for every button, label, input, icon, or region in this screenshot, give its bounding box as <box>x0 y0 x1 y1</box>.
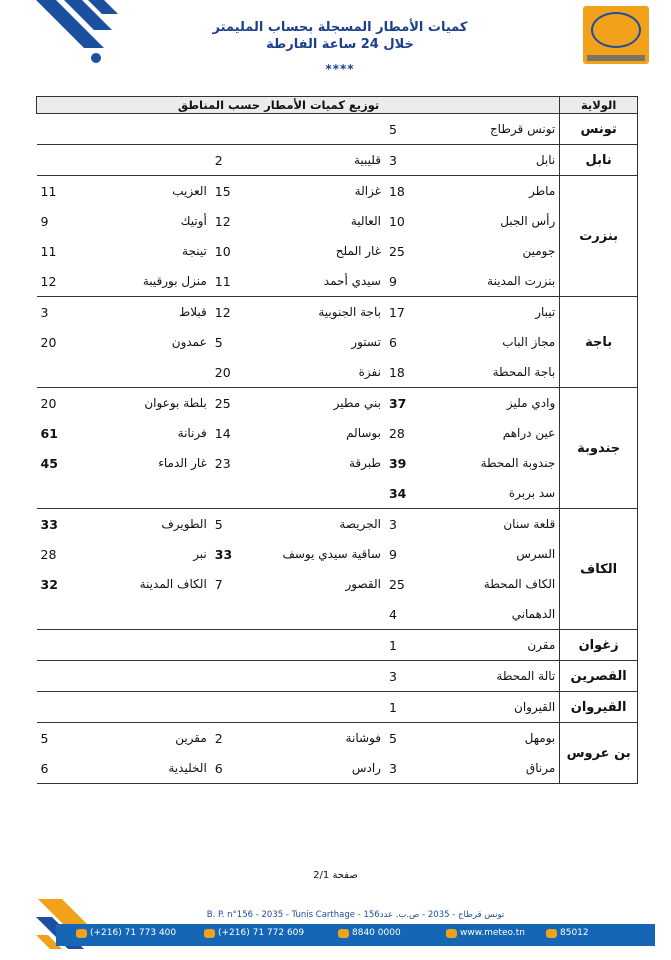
station-name: رأس الجبل <box>500 214 556 228</box>
phone-icon <box>76 929 87 938</box>
station-name: العالية <box>350 214 381 228</box>
rainfall-value: 37 <box>385 388 449 419</box>
document-title: كميات الأمطار المسجلة بحساب المليمتر <box>212 20 468 35</box>
rainfall-value <box>37 114 102 145</box>
sms-number: 85012 <box>560 928 589 938</box>
fax-icon <box>204 929 215 938</box>
rainfall-value <box>211 599 275 630</box>
table-row <box>37 692 638 723</box>
rainfall-value: 6 <box>211 753 275 784</box>
table-row <box>37 176 638 207</box>
rainfall-value: 3 <box>385 661 449 692</box>
rainfall-value: 10 <box>388 213 405 229</box>
station-name: تستور <box>351 335 381 349</box>
table-header-row <box>37 97 638 114</box>
table-row <box>37 723 638 754</box>
table-row <box>37 478 638 509</box>
station-name: غار الملح <box>335 244 381 258</box>
station-name: مرناق <box>449 753 559 784</box>
station-name: بوسالم <box>346 426 381 440</box>
station-name <box>101 114 211 145</box>
rainfall-value: 33 <box>37 509 102 540</box>
table-row <box>37 599 638 630</box>
station-name: ماطر <box>449 176 559 207</box>
station-name: مجاز الباب <box>502 335 556 349</box>
table-row <box>37 418 638 448</box>
station-name <box>101 661 211 692</box>
station-name <box>275 478 385 509</box>
region-name: الكاف <box>560 509 638 630</box>
station-name: سد بربرة <box>449 478 559 509</box>
rainfall-value: 7 <box>214 576 223 592</box>
table-row <box>37 114 638 145</box>
rainfall-value: 12 <box>37 266 102 297</box>
rainfall-value: 2 <box>211 145 275 176</box>
station-name: فوشانة <box>275 723 385 754</box>
station-name: تينجة <box>182 244 207 258</box>
station-name <box>101 478 211 509</box>
distribution-column-header: توزيع كميات الأمطار حسب المناطق <box>37 97 560 114</box>
station-name <box>275 692 385 723</box>
rainfall-value: 3 <box>385 145 449 176</box>
rainfall-value <box>211 478 275 509</box>
rainfall-value: 11 <box>40 243 57 259</box>
rainfall-value: 9 <box>385 266 449 297</box>
rainfall-value: 11 <box>37 176 102 207</box>
station-name: الخليدية <box>101 753 211 784</box>
station-name: نبر <box>193 547 207 561</box>
table-row <box>37 509 638 540</box>
rainfall-table <box>36 96 638 784</box>
decorative-stripes <box>0 0 130 70</box>
region-column-header: الولاية <box>560 97 638 114</box>
rainfall-value: 5 <box>211 509 275 540</box>
rainfall-value: 4 <box>385 599 449 630</box>
rainfall-value <box>37 145 102 176</box>
station-name: الطويرف <box>101 509 211 540</box>
station-name: العزيب <box>101 176 211 207</box>
station-name: باجة المحطة <box>449 357 559 388</box>
stars-separator: **** <box>325 62 355 76</box>
station-name: عمدون <box>171 335 207 349</box>
station-name: قلعة سنان <box>449 509 559 540</box>
station-name: الجريصة <box>275 509 385 540</box>
rainfall-value: 3 <box>385 509 449 540</box>
table-row <box>37 448 638 478</box>
station-name: أوتيك <box>180 214 207 228</box>
station-name: قليبية <box>275 145 385 176</box>
region-name: زغوان <box>560 630 638 661</box>
region-name: تونس <box>560 114 638 145</box>
rainfall-value <box>211 630 275 661</box>
station-name <box>275 114 385 145</box>
table-row <box>37 266 638 297</box>
station-name: الكاف المدينة <box>139 577 207 591</box>
station-name: غزالة <box>275 176 385 207</box>
station-name <box>275 630 385 661</box>
rainfall-value: 23 <box>214 455 231 471</box>
table-row <box>37 236 638 266</box>
fax-number: (+216) 71 772 609 <box>218 928 305 938</box>
rainfall-value <box>37 357 102 388</box>
rainfall-value <box>37 478 102 509</box>
document-subtitle: خلال 24 ساعة الفارطة <box>266 37 414 52</box>
rainfall-value: 25 <box>388 243 405 259</box>
meteo-logo <box>583 6 649 64</box>
rainfall-value: 3 <box>37 297 102 328</box>
rainfall-value: 9 <box>40 213 49 229</box>
rainfall-value: 17 <box>385 297 449 328</box>
station-name: وادي مليز <box>449 388 559 419</box>
rainfall-value <box>37 661 102 692</box>
station-name: تونس قرطاج <box>449 114 559 145</box>
web-icon <box>446 929 457 938</box>
rainfall-value: 5 <box>37 723 102 754</box>
rainfall-value: 5 <box>385 114 449 145</box>
station-name: نابل <box>449 145 559 176</box>
rainfall-value: 61 <box>40 425 58 441</box>
station-name <box>275 599 385 630</box>
rainfall-value: 34 <box>385 478 449 509</box>
rainfall-value <box>37 599 102 630</box>
rainfall-value: 15 <box>211 176 275 207</box>
rainfall-value: 10 <box>214 243 231 259</box>
station-name: قبلاط <box>101 297 211 328</box>
region-name: القيروان <box>560 692 638 723</box>
station-name: تالة المحطة <box>449 661 559 692</box>
rainfall-value <box>37 630 102 661</box>
address-line: B. P. n°156 - 2035 - Tunis Carthage - تونس قرطاج - 2035 - ص.ب. عدد156 <box>206 910 505 920</box>
station-name: بنزرت المدينة <box>449 266 559 297</box>
rainfall-value: 28 <box>40 546 57 562</box>
station-name: الدهماني <box>449 599 559 630</box>
station-name: مقرين <box>101 723 211 754</box>
region-name: بنزرت <box>560 176 638 297</box>
rainfall-value: 2 <box>211 723 275 754</box>
rainfall-value: 28 <box>388 425 405 441</box>
rainfall-value: 25 <box>211 388 275 419</box>
station-name: طبرقة <box>349 456 381 470</box>
station-name <box>101 357 211 388</box>
sms-icon <box>546 929 557 938</box>
station-name: نفزة <box>275 357 385 388</box>
rainfall-value: 12 <box>211 297 275 328</box>
rainfall-value: 5 <box>214 334 223 350</box>
station-name <box>275 661 385 692</box>
station-name: القصور <box>345 577 381 591</box>
phone-number: (+216) 71 773 400 <box>90 928 177 938</box>
rainfall-value: 6 <box>37 753 102 784</box>
rainfall-value: 45 <box>40 455 58 471</box>
rainfall-value: 5 <box>385 723 449 754</box>
station-name <box>101 630 211 661</box>
rainfall-value: 3 <box>385 753 449 784</box>
region-name: بن عروس <box>560 723 638 784</box>
station-name: مقرن <box>449 630 559 661</box>
station-name: غار الدماء <box>158 456 207 470</box>
rainfall-value: 6 <box>388 334 397 350</box>
call-center-icon <box>338 929 349 938</box>
region-name: باجة <box>560 297 638 388</box>
station-name: جومين <box>522 244 556 258</box>
station-name: ساقية سيدي يوسف <box>282 547 381 561</box>
station-name: فرنانة <box>177 426 207 440</box>
station-name: رادس <box>275 753 385 784</box>
rainfall-value <box>211 114 275 145</box>
rainfall-value: 20 <box>211 357 275 388</box>
station-name: جندوبة المحطة <box>480 456 556 470</box>
rainfall-value: 14 <box>214 425 231 441</box>
rainfall-value: 11 <box>211 266 275 297</box>
station-name <box>101 692 211 723</box>
table-row <box>37 327 638 357</box>
station-name: بلطة بوعوان <box>101 388 211 419</box>
rainfall-value: 20 <box>37 388 102 419</box>
station-name <box>101 599 211 630</box>
station-name: تيبار <box>449 297 559 328</box>
rainfall-value: 1 <box>385 630 449 661</box>
call-center-number: 8840 0000 <box>352 928 401 938</box>
rainfall-value: 9 <box>388 546 397 562</box>
station-name: السرس <box>516 547 556 561</box>
station-name: عين دراهم <box>502 426 556 440</box>
table-row <box>37 388 638 419</box>
rainfall-value: 18 <box>385 357 449 388</box>
rainfall-value: 33 <box>214 546 233 562</box>
rainfall-value: 20 <box>40 334 57 350</box>
station-name: بومهل <box>449 723 559 754</box>
table-row <box>37 539 638 569</box>
table-row <box>37 145 638 176</box>
table-row <box>37 297 638 328</box>
region-name: نابل <box>560 145 638 176</box>
station-name: الكاف المحطة <box>483 577 556 591</box>
contact-bar <box>56 924 655 946</box>
station-name: منزل بورقيبة <box>101 266 211 297</box>
station-name <box>101 145 211 176</box>
region-name: القصرين <box>560 661 638 692</box>
table-row <box>37 357 638 388</box>
table-row <box>37 630 638 661</box>
rainfall-value <box>211 661 275 692</box>
rainfall-value <box>37 692 102 723</box>
rainfall-value <box>211 692 275 723</box>
rainfall-value: 39 <box>388 455 407 471</box>
station-name: باجة الجنوبية <box>275 297 385 328</box>
table-row <box>37 206 638 236</box>
station-name: القيروان <box>449 692 559 723</box>
rainfall-value: 1 <box>385 692 449 723</box>
station-name: سيدي أحمد <box>275 266 385 297</box>
station-name: بني مطير <box>275 388 385 419</box>
table-row <box>37 661 638 692</box>
table-row <box>37 569 638 599</box>
rainfall-value: 12 <box>214 213 231 229</box>
website-link[interactable]: www.meteo.tn <box>460 928 525 938</box>
region-name: جندوبة <box>560 388 638 509</box>
table-row <box>37 753 638 784</box>
rainfall-value: 25 <box>388 576 405 592</box>
rainfall-value: 18 <box>385 176 449 207</box>
page-number: صفحة 2/1 <box>313 870 358 881</box>
rainfall-value: 32 <box>40 576 58 592</box>
